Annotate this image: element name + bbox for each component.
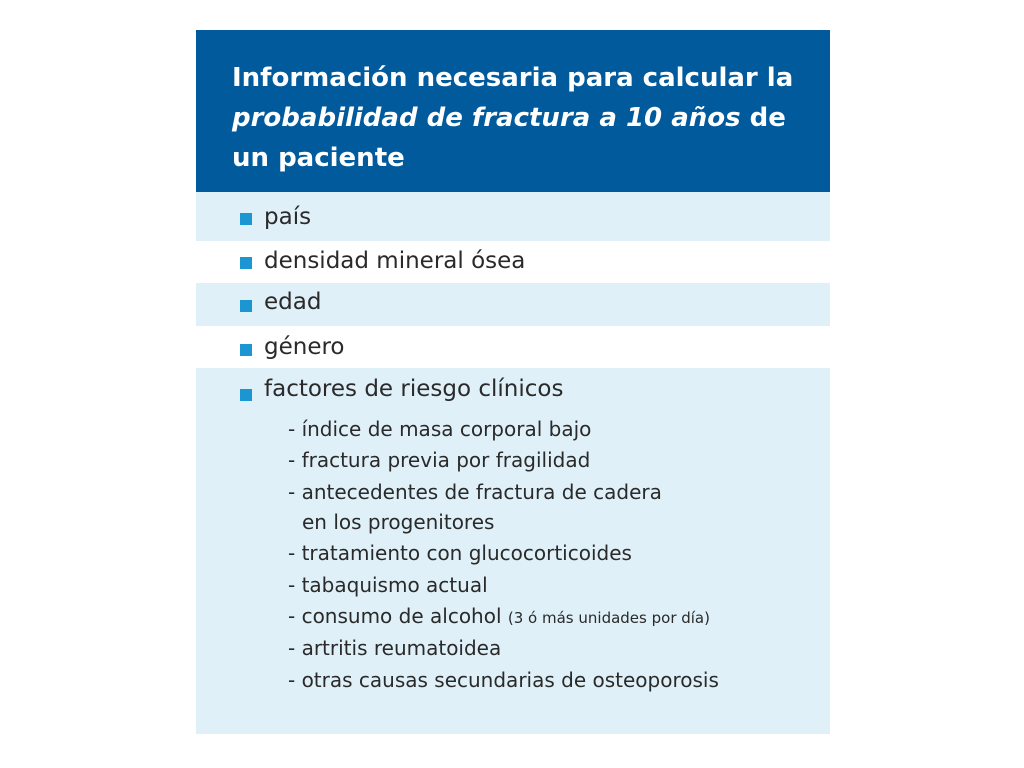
list-item xyxy=(196,196,830,238)
risk-factor-label: - consumo de alcohol xyxy=(288,604,502,628)
card-header xyxy=(196,30,830,192)
list-item xyxy=(196,241,830,283)
card-title xyxy=(232,58,812,178)
risk-factor-item: - índice de masa corporal bajo xyxy=(288,417,592,441)
risk-factor-item: - artritis reumatoidea xyxy=(288,636,502,660)
square-bullet-icon xyxy=(240,389,252,401)
square-bullet-icon xyxy=(240,257,252,269)
risk-factor-item xyxy=(288,602,710,632)
title-line-2-tail: de xyxy=(740,103,786,133)
square-bullet-icon xyxy=(240,213,252,225)
risk-factor-item: - antecedentes de fractura de cadera xyxy=(288,480,662,504)
title-italic: probabilidad de fractura a 10 años xyxy=(232,103,741,133)
title-line-3: un paciente xyxy=(232,143,405,173)
risk-factor-item: - tabaquismo actual xyxy=(288,573,488,597)
risk-factor-item: - otras causas secundarias de osteoporosis xyxy=(288,668,719,692)
list-item xyxy=(196,370,830,412)
list-item-label: factores de riesgo clínicos xyxy=(264,376,564,402)
list-item-label: país xyxy=(264,204,312,230)
list-item xyxy=(196,326,830,368)
risk-factor-item-continuation: en los progenitores xyxy=(302,510,495,534)
list-item-label: densidad mineral ósea xyxy=(264,248,526,274)
risk-factor-item: - fractura previa por fragilidad xyxy=(288,448,591,472)
square-bullet-icon xyxy=(240,300,252,312)
alcohol-note: (3 ó más unidades por día) xyxy=(507,609,710,627)
info-card xyxy=(196,30,830,734)
list-item xyxy=(196,283,830,325)
square-bullet-icon xyxy=(240,344,252,356)
list-item-label: edad xyxy=(264,289,322,315)
title-line-1: Información necesaria para calcular la xyxy=(232,63,794,93)
risk-factor-item: - tratamiento con glucocorticoides xyxy=(288,541,632,565)
list-item-label: género xyxy=(264,334,345,360)
